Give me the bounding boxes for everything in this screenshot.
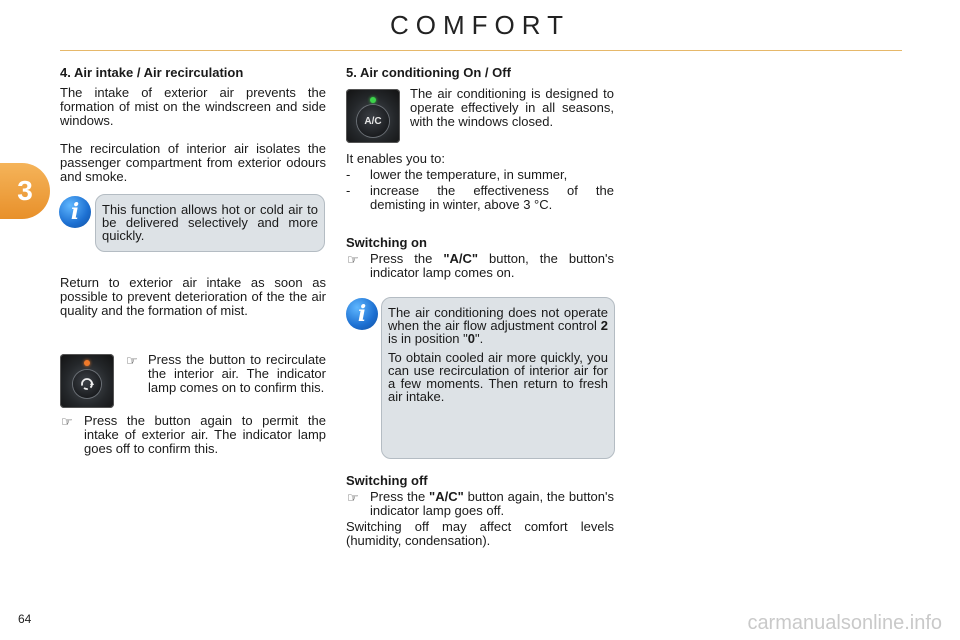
list-item: increase the effectiveness of the demisting in winter, above 3 °C. bbox=[370, 183, 614, 212]
text: is in position " bbox=[388, 331, 468, 346]
ac-label: A/C bbox=[364, 115, 382, 127]
paragraph: Switching off may affect comfort levels (humidity, condensation). bbox=[346, 519, 614, 548]
paragraph: The recirculation of interior air isolates the passenger compartment from exterior odours and smoke. bbox=[60, 141, 326, 184]
ac-intro bbox=[410, 87, 614, 129]
pointing-hand-icon: ☞ bbox=[347, 490, 359, 505]
paragraph: The intake of exterior air prevents the formation of mist on the windscreen and side windows. bbox=[60, 85, 326, 128]
page-number: 64 bbox=[18, 612, 32, 626]
left-column-lower bbox=[60, 276, 326, 318]
chapter-tab bbox=[0, 163, 50, 219]
ac-button-name: "A/C" bbox=[429, 489, 464, 504]
bullet-text: Press the button to recirculate the interior air. The indicator lamp comes on to confirm this. bbox=[148, 352, 326, 395]
text: button, the button's indicator lamp comes on. bbox=[370, 251, 614, 280]
text: Press the bbox=[370, 489, 430, 504]
switching-on-section bbox=[346, 236, 614, 250]
bullet-exterior-air bbox=[84, 414, 326, 456]
switching-off-note bbox=[346, 520, 614, 548]
bullet-switch-on bbox=[370, 252, 614, 280]
text: ". bbox=[475, 331, 484, 346]
watermark: carmanualsonline.info bbox=[747, 612, 942, 634]
text: button again, the button's indicator lamp goes off. bbox=[370, 489, 614, 518]
section-heading-air-intake: 4. Air intake / Air recirculation bbox=[60, 65, 244, 80]
bullet-text: Press the button again to permit the intake of exterior air. The indicator lamp goes off to confirm this. bbox=[84, 413, 326, 456]
switching-off-section bbox=[346, 474, 614, 488]
info-icon: i bbox=[346, 298, 378, 330]
bullet-recirculate bbox=[148, 353, 326, 395]
pointing-hand-icon: ☞ bbox=[126, 353, 138, 368]
recirculation-icon bbox=[73, 370, 101, 398]
indicator-lamp-icon bbox=[370, 97, 376, 103]
paragraph: It enables you to: bbox=[346, 151, 446, 166]
section-heading-air-conditioning: 5. Air conditioning On / Off bbox=[346, 65, 511, 80]
position-value: 0 bbox=[467, 331, 475, 346]
text: Press the bbox=[370, 251, 444, 266]
header-divider bbox=[60, 50, 902, 51]
list-dash: - bbox=[346, 167, 351, 182]
paragraph: The air conditioning is designed to operate effectively in all seasons, with the windows closed. bbox=[410, 86, 614, 129]
paragraph: Return to exterior air intake as soon as possible to prevent deterioration of the the air quality and the formation of mist. bbox=[60, 275, 326, 318]
right-heading-wrap bbox=[346, 66, 614, 80]
ac-enables bbox=[346, 152, 614, 166]
page-title: COMFORT bbox=[390, 10, 570, 40]
pointing-hand-icon: ☞ bbox=[347, 252, 359, 267]
indicator-lamp-icon bbox=[84, 360, 90, 366]
recirculation-arrows-icon bbox=[79, 376, 95, 392]
info-text: To obtain cooled air more quickly, you can use recirculation of interior air for a few moments. Then return to fresh air intake. bbox=[388, 350, 608, 404]
section-heading-switching-on: Switching on bbox=[346, 235, 427, 250]
control-number: 2 bbox=[600, 318, 608, 333]
list-item: lower the temperature, in summer, bbox=[370, 167, 568, 182]
pointing-hand-icon: ☞ bbox=[61, 414, 73, 429]
section-heading-switching-off: Switching off bbox=[346, 473, 428, 488]
ac-icon bbox=[357, 105, 389, 137]
text: The air conditioning does not operate when the air flow adjustment control bbox=[388, 305, 608, 333]
bullet-switch-off bbox=[370, 490, 614, 518]
info-icon: i bbox=[59, 196, 91, 228]
info-box-ac bbox=[381, 297, 615, 459]
info-text bbox=[388, 306, 608, 345]
info-box-recirculation bbox=[95, 194, 325, 252]
list-dash: - bbox=[346, 183, 351, 198]
ac-button-photo bbox=[346, 89, 400, 143]
ac-button-name: "A/C" bbox=[443, 251, 479, 266]
info-text: This function allows hot or cold air to be delivered selectively and more quickly. bbox=[102, 202, 318, 243]
recirculation-button-photo bbox=[60, 354, 114, 408]
left-column bbox=[60, 66, 326, 184]
chapter-number: 3 bbox=[17, 175, 33, 206]
